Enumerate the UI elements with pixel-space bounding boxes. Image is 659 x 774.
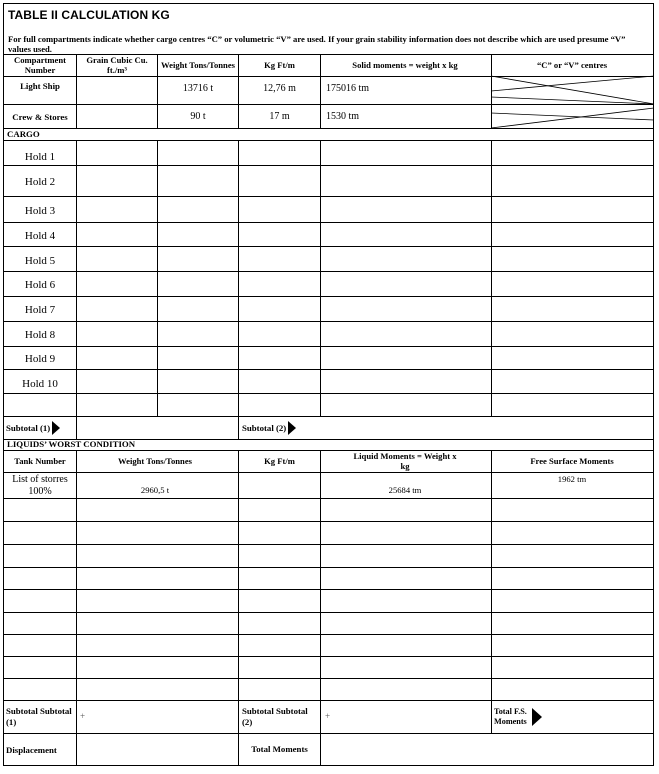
arrow-right-icon (288, 421, 296, 435)
tank-label: List of storres 100% (12, 473, 68, 497)
footer-subtotal-right: Subtotal Subtotal (2) (242, 705, 308, 727)
header-cv-centres: “C” or “V” centres (536, 59, 608, 70)
form-title: TABLE II CALCULATION KG (8, 8, 170, 22)
footer-subtotal-left: Subtotal Subtotal (1) (6, 705, 72, 727)
liquid-weight: 2960,5 t (140, 484, 170, 495)
header-liquid-moments: Liquid Moments = Weight x kg (353, 451, 457, 471)
hold-label: Hold 2 (24, 176, 56, 188)
crew-kg: 17 m (269, 111, 290, 122)
hold-label: Hold 6 (24, 279, 56, 291)
total-moments-label: Total Moments (251, 744, 308, 754)
row-label-light-ship: Light Ship (20, 81, 60, 91)
instructions-text: For full compartments indicate whether cargo centres “C” or volumetric “V” are used. If your grain stability information does not describe which are used presume “V” values used. (8, 34, 626, 54)
hold-label: Hold 3 (24, 205, 56, 217)
displacement-label: Displacement (6, 744, 57, 755)
hold-label: Hold 5 (24, 255, 56, 267)
plus-sign: + (80, 711, 86, 721)
liquid-moments: 25684 tm (388, 484, 422, 495)
free-surface-moments: 1962 tm (557, 474, 587, 484)
plus-sign: + (325, 711, 331, 721)
subtotal-2-label: Subtotal (2) (242, 423, 287, 433)
header-compartment: Compartment Number (13, 55, 67, 75)
subtotal-2 (242, 417, 320, 439)
header-kg: Kg Ft/m (264, 59, 295, 70)
hold-label: Hold 8 (24, 329, 56, 341)
header-grain-cubic: Grain Cubic Cu. ft./m³ (86, 55, 148, 75)
hold-label: Hold 10 (22, 378, 58, 390)
hold-label: Hold 1 (24, 151, 56, 163)
header-solid-moments: Solid moments = weight x kg (352, 59, 458, 70)
crew-weight: 90 t (190, 111, 206, 122)
subtotal-1-label: Subtotal (1) (6, 423, 51, 433)
header-free-surface: Free Surface Moments (530, 455, 614, 466)
total-fs-label: Total F.S. Moments (494, 706, 527, 726)
light-ship-kg: 12,76 m (263, 82, 296, 94)
header-liquid-weight: Weight Tons/Tonnes (118, 455, 192, 466)
hold-label: Hold 9 (24, 353, 56, 365)
hold-label: Hold 4 (24, 230, 56, 242)
crew-moments: 1530 tm (326, 111, 360, 122)
liquids-section-label: LIQUIDS’ WORST CONDITION (7, 439, 136, 449)
header-weight: Weight Tons/Tonnes (161, 59, 235, 70)
header-tank: Tank Number (14, 455, 66, 466)
total-fs-moments (494, 701, 554, 732)
cargo-section-label: CARGO (7, 129, 40, 139)
subtotal-1 (6, 417, 76, 439)
arrow-right-icon (532, 708, 542, 726)
header-liquid-kg: Kg Ft/m (264, 455, 295, 466)
row-label-crew-stores: Crew & Stores (12, 111, 68, 122)
light-ship-moments: 175016 tm (326, 82, 370, 94)
hold-label: Hold 7 (24, 304, 56, 316)
light-ship-weight: 13716 t (182, 82, 214, 94)
arrow-right-icon (52, 421, 60, 435)
